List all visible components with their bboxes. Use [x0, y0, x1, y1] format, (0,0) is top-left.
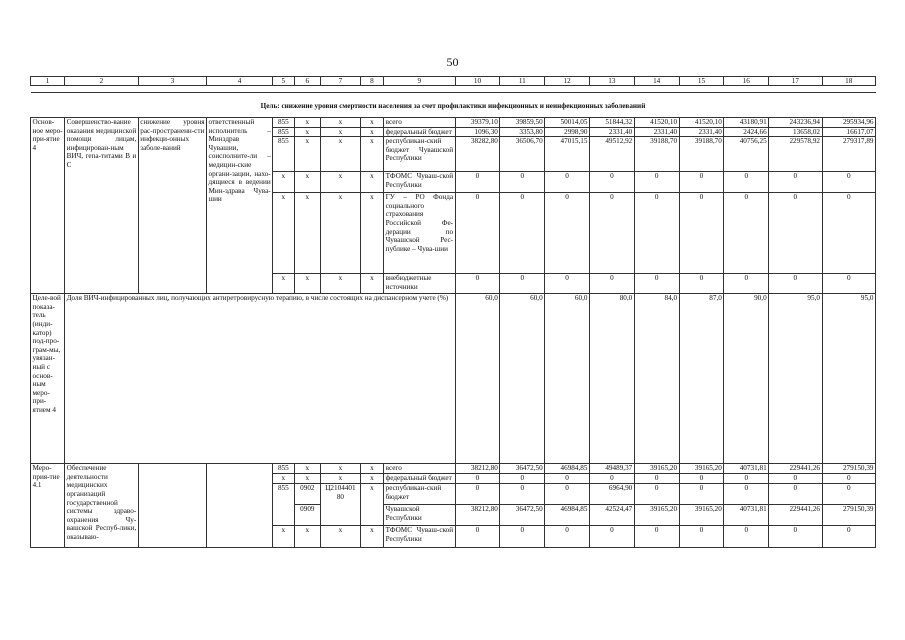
value-cell: 51844,32 — [589, 118, 634, 128]
expense-type: x — [360, 474, 383, 484]
value-cell: 0 — [634, 474, 679, 484]
value-cell: 36472,50 — [500, 505, 545, 526]
indicator-text: Доля ВИЧ-инфицированных лиц, получающих антиретровирусную терапию, в числе состоящих на диспансерном учете (%) — [65, 294, 455, 464]
value-cell: 0 — [589, 193, 634, 274]
value-cell: 0 — [545, 484, 590, 505]
value-cell: 229441,26 — [769, 464, 822, 474]
value-cell: 95,0 — [822, 294, 876, 464]
value-cell: 0 — [822, 274, 876, 294]
funding-source: федеральный бюджет — [384, 127, 455, 137]
value-cell: 0 — [500, 484, 545, 505]
header-col: 10 — [455, 77, 500, 86]
value-cell: 43180,91 — [724, 118, 769, 128]
section-code: x — [294, 474, 321, 484]
section-code: x — [294, 118, 321, 128]
value-cell: 95,0 — [769, 294, 822, 464]
value-cell: 40731,81 — [724, 505, 769, 526]
goal-text: Цель: снижение уровня смертности населения за счет профилактики инфекционных и неинфекционных заболеваний — [31, 93, 876, 118]
target-article: x — [321, 118, 360, 128]
target-article: x — [321, 137, 360, 172]
value-cell: 84,0 — [634, 294, 679, 464]
value-cell: 0 — [545, 193, 590, 274]
value-cell: 0 — [724, 474, 769, 484]
value-cell: 39165,20 — [634, 505, 679, 526]
value-cell: 49489,37 — [589, 464, 634, 474]
spacer-row — [31, 86, 876, 93]
value-cell: 0 — [724, 274, 769, 294]
expense-type: x — [360, 484, 383, 526]
header-col: 3 — [138, 77, 206, 86]
expense-type: x — [360, 172, 383, 193]
grbs-code: 855 — [273, 484, 294, 526]
value-cell: 0 — [545, 172, 590, 193]
header-col: 4 — [207, 77, 273, 86]
event-title: Обеспечение деятельности медицинских организаций государственной системы здраво-охранения Чу-вашской Респуб-лики, оказываю- — [65, 464, 139, 548]
value-cell: 0 — [455, 193, 500, 274]
target-article: x — [321, 474, 360, 484]
value-cell: 0 — [679, 474, 724, 484]
grbs-code: x — [273, 526, 294, 548]
value-cell: 0 — [769, 172, 822, 193]
value-cell: 0 — [545, 274, 590, 294]
value-cell: 0 — [634, 193, 679, 274]
value-cell: 0 — [589, 172, 634, 193]
value-cell: 0 — [500, 274, 545, 294]
value-cell: 16617,07 — [822, 127, 876, 137]
value-cell: 0 — [822, 172, 876, 193]
header-col: 2 — [65, 77, 139, 86]
value-cell: 0 — [822, 193, 876, 274]
section-code: x — [294, 127, 321, 137]
value-cell: 0 — [679, 274, 724, 294]
header-col: 17 — [769, 77, 822, 86]
value-cell: 39859,50 — [500, 118, 545, 128]
value-cell: 0 — [634, 526, 679, 548]
event-goal — [138, 464, 206, 548]
value-cell: 0 — [634, 484, 679, 505]
section-code: x — [294, 526, 321, 548]
value-cell: 90,0 — [724, 294, 769, 464]
value-cell: 0 — [769, 474, 822, 484]
value-cell: 295934,96 — [822, 118, 876, 128]
event-label: Основ-ное меро-при-ятие 4 — [31, 118, 65, 294]
target-article: x — [321, 127, 360, 137]
value-cell: 36506,70 — [500, 137, 545, 172]
section-code: x — [294, 464, 321, 474]
value-cell: 3353,80 — [500, 127, 545, 137]
value-cell: 0 — [500, 474, 545, 484]
expense-type: x — [360, 526, 383, 548]
goal-row — [31, 93, 876, 118]
event-executor: ответственный исполнитель – Минздрав Чувашии, соисполните-ли – медицин-ские органи-зации, нахо-дящиеся в ведении Мин-здрава Чува-шии — [207, 118, 273, 294]
header-col: 7 — [321, 77, 360, 86]
target-article: x — [321, 526, 360, 548]
value-cell: 0 — [545, 474, 590, 484]
header-col: 6 — [294, 77, 321, 86]
value-cell: 0 — [769, 193, 822, 274]
value-cell: 0 — [545, 526, 590, 548]
header-col: 5 — [273, 77, 294, 86]
table-row — [31, 118, 876, 128]
target-article: x — [321, 464, 360, 474]
section-code: 0909 — [294, 505, 321, 526]
value-cell: 0 — [500, 172, 545, 193]
value-cell: 39165,20 — [679, 505, 724, 526]
target-article: x — [321, 193, 360, 274]
grbs-code: x — [273, 193, 294, 274]
value-cell: 2331,40 — [634, 127, 679, 137]
value-cell: 46984,85 — [545, 464, 590, 474]
target-article: x — [321, 274, 360, 294]
value-cell: 39379,10 — [455, 118, 500, 128]
event-title: Совершенство-вание оказания медицинской помощи лицам, инфицирован-ным ВИЧ, гепа-титами В и С — [65, 118, 139, 294]
value-cell: 60,0 — [500, 294, 545, 464]
header-col: 14 — [634, 77, 679, 86]
funding-source: всего — [384, 118, 455, 128]
value-cell: 0 — [455, 274, 500, 294]
value-cell: 2998,90 — [545, 127, 590, 137]
value-cell: 0 — [679, 526, 724, 548]
header-col: 8 — [360, 77, 383, 86]
value-cell: 0 — [822, 474, 876, 484]
value-cell: 2331,40 — [679, 127, 724, 137]
value-cell: 36472,50 — [500, 464, 545, 474]
value-cell: 50014,05 — [545, 118, 590, 128]
funding-source: республикан-ский бюджет Чувашской Республики — [384, 137, 455, 172]
header-col: 11 — [500, 77, 545, 86]
grbs-code: 855 — [273, 127, 294, 137]
budget-table — [30, 76, 876, 548]
value-cell: 80,0 — [589, 294, 634, 464]
value-cell: 0 — [500, 526, 545, 548]
value-cell: 39188,70 — [679, 137, 724, 172]
value-cell: 38212,80 — [455, 464, 500, 474]
expense-type: x — [360, 137, 383, 172]
value-cell: 0 — [679, 193, 724, 274]
value-cell: 0 — [724, 193, 769, 274]
value-cell: 0 — [455, 526, 500, 548]
value-cell: 0 — [679, 484, 724, 505]
header-col: 1 — [31, 77, 65, 86]
section-code: x — [294, 172, 321, 193]
value-cell: 0 — [500, 193, 545, 274]
value-cell: 0 — [724, 526, 769, 548]
funding-source: Чувашской Республики — [384, 505, 455, 526]
funding-source: республикан-ский бюджет — [384, 484, 455, 505]
value-cell: 1096,30 — [455, 127, 500, 137]
value-cell: 60,0 — [545, 294, 590, 464]
value-cell: 0 — [455, 172, 500, 193]
value-cell: 0 — [679, 172, 724, 193]
event-label: Меро-прия-тие 4.1 — [31, 464, 65, 548]
value-cell: 0 — [822, 526, 876, 548]
expense-type: x — [360, 193, 383, 274]
value-cell: 0 — [455, 484, 500, 505]
page-number: 50 — [446, 55, 459, 69]
header-col: 18 — [822, 77, 876, 86]
value-cell: 0 — [589, 274, 634, 294]
value-cell: 38212,80 — [455, 505, 500, 526]
value-cell: 46984,85 — [545, 505, 590, 526]
grbs-code: 855 — [273, 137, 294, 172]
value-cell: 279317,89 — [822, 137, 876, 172]
value-cell: 40756,25 — [724, 137, 769, 172]
funding-source: ТФОМС Чуваш-ской Республики — [384, 526, 455, 548]
value-cell: 279150,39 — [822, 464, 876, 474]
section-code: x — [294, 137, 321, 172]
expense-type: x — [360, 118, 383, 128]
expense-type: x — [360, 464, 383, 474]
value-cell: 39165,20 — [634, 464, 679, 474]
value-cell: 0 — [589, 526, 634, 548]
funding-source: внебюджетные источники — [384, 274, 455, 294]
header-row — [31, 77, 876, 86]
value-cell: 41520,10 — [679, 118, 724, 128]
value-cell: 0 — [822, 484, 876, 505]
section-code: x — [294, 193, 321, 274]
value-cell: 13658,02 — [769, 127, 822, 137]
value-cell: 229578,92 — [769, 137, 822, 172]
value-cell: 0 — [769, 526, 822, 548]
value-cell: 42524,47 — [589, 505, 634, 526]
funding-source: всего — [384, 464, 455, 474]
grbs-code: x — [273, 274, 294, 294]
value-cell: 60,0 — [455, 294, 500, 464]
value-cell: 87,0 — [679, 294, 724, 464]
value-cell: 6964,90 — [589, 484, 634, 505]
value-cell: 0 — [769, 274, 822, 294]
indicator-label: Целе-вой показа-тель (инди-катор) под-про-грам-мы, увязан-ный с основ-ным меро-при-ятием 4 — [31, 294, 65, 464]
value-cell: 0 — [589, 474, 634, 484]
spacer — [31, 86, 876, 93]
grbs-code: 855 — [273, 464, 294, 474]
grbs-code: x — [273, 474, 294, 484]
value-cell: 2331,40 — [589, 127, 634, 137]
value-cell: 49512,92 — [589, 137, 634, 172]
event-executor — [207, 464, 273, 548]
value-cell: 0 — [724, 484, 769, 505]
value-cell: 0 — [634, 274, 679, 294]
value-cell: 243236,94 — [769, 118, 822, 128]
value-cell: 39165,20 — [679, 464, 724, 474]
section-code: 0902 — [294, 484, 321, 505]
header-col: 12 — [545, 77, 590, 86]
target-article: x — [321, 172, 360, 193]
grbs-code: 855 — [273, 118, 294, 128]
grbs-code: x — [273, 172, 294, 193]
event-goal: снижение уровня рас-пространенн-сти инфекци-онных заболе-ваний — [138, 118, 206, 294]
expense-type: x — [360, 127, 383, 137]
table-row — [31, 464, 876, 474]
value-cell: 39188,70 — [634, 137, 679, 172]
header-col: 13 — [589, 77, 634, 86]
value-cell: 0 — [724, 172, 769, 193]
funding-source: ГУ – РО Фонда социального страхования Российской Фе-дерации по Чувашской Рес-публике – Чува-шии — [384, 193, 455, 274]
target-article: Ц2104401 80 — [321, 484, 360, 526]
header-col: 15 — [679, 77, 724, 86]
value-cell: 38282,80 — [455, 137, 500, 172]
header-col: 16 — [724, 77, 769, 86]
value-cell: 47015,15 — [545, 137, 590, 172]
value-cell: 0 — [769, 484, 822, 505]
value-cell: 40731,81 — [724, 464, 769, 474]
value-cell: 279150,39 — [822, 505, 876, 526]
indicator-row — [31, 294, 876, 464]
value-cell: 41520,10 — [634, 118, 679, 128]
funding-source: ТФОМС Чуваш-ской Республики — [384, 172, 455, 193]
header-col: 9 — [384, 77, 455, 86]
value-cell: 229441,26 — [769, 505, 822, 526]
funding-source: федеральный бюджет — [384, 474, 455, 484]
value-cell: 0 — [455, 474, 500, 484]
value-cell: 0 — [634, 172, 679, 193]
section-code: x — [294, 274, 321, 294]
value-cell: 2424,66 — [724, 127, 769, 137]
expense-type: x — [360, 274, 383, 294]
